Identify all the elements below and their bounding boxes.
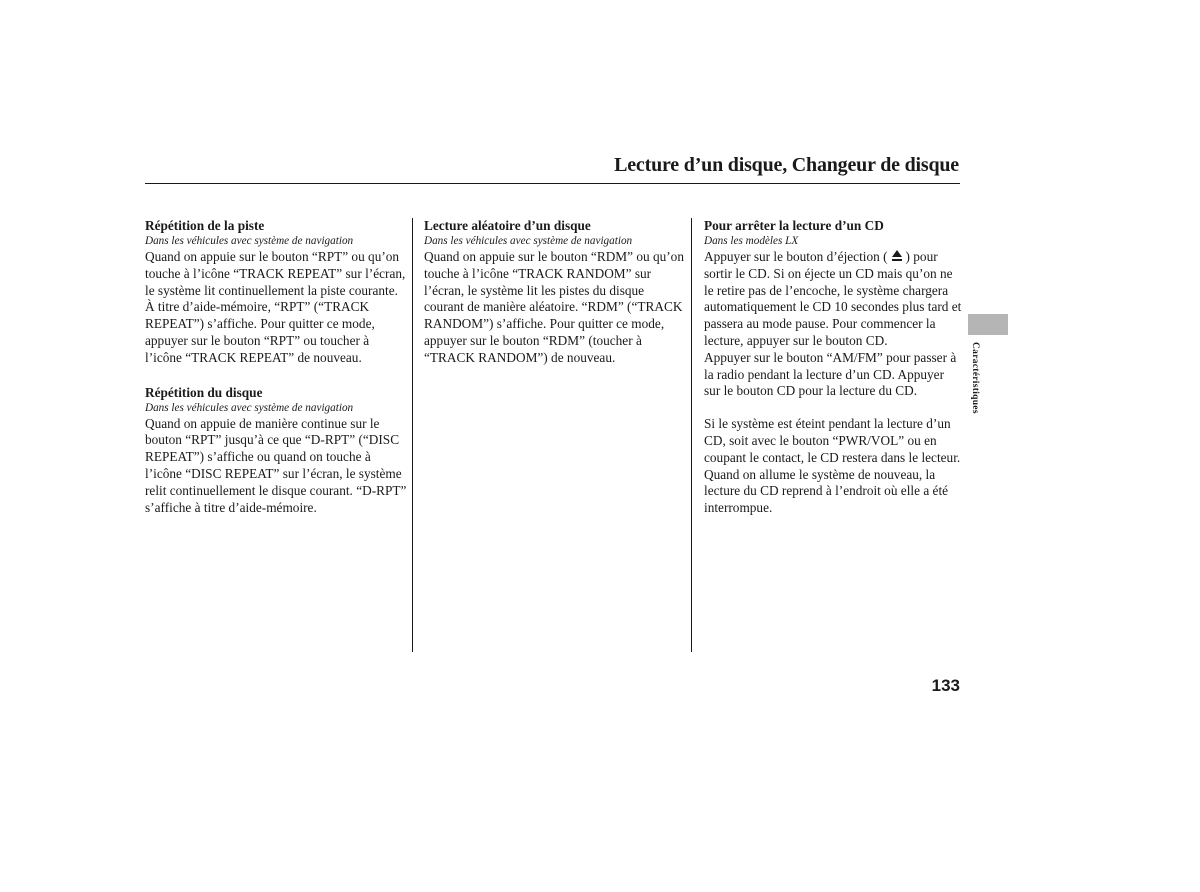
section-body-track-repeat: Quand on appuie sur le bouton “RPT” ou qu’on touche à l’icône “TRACK REPEAT” sur l’écran, le système lit continuellement la piste courante. À titre d’aide-mémoire, “RPT” (“TRACK REPEAT”) s’affiche. Pour quitter ce mode, appuyer sur le bouton “RPT” ou toucher à l’icône “TRACK REPEAT” de nouveau. <box>145 249 406 365</box>
eject-text-after: ) pour sortir le CD. Si on éjecte un CD mais qu’on ne le retire pas de l’encoche, le système chargera automatiquement le CD 10 secondes plus tard et passera au mode pause. Pour commencer la lecture, appuyer sur le bouton CD. <box>704 249 962 348</box>
column-2 <box>424 217 686 367</box>
chapter-label: Caractéristiques <box>970 342 980 414</box>
section-heading-track-repeat: Répétition de la piste <box>145 218 265 233</box>
section-heading-disc-repeat: Répétition du disque <box>145 384 263 400</box>
section-body-stop-cd <box>704 249 962 350</box>
column-3 <box>704 217 962 517</box>
chapter-tab <box>968 314 1008 335</box>
section-subheading-stop-cd: Dans les modèles LX <box>704 235 799 247</box>
section-body-random: Quand on appuie sur le bouton “RDM” ou qu’on touche à l’icône “TRACK RANDOM” sur l’écran, le système lit les pistes du disque courant de manière aléatoire. “RDM” (“TRACK RANDOM”) s’affiche. Pour quitter ce mode, appuyer sur le bouton “RDM” (toucher à “TRACK RANDOM”) de nouveau. <box>424 249 684 365</box>
column-divider-2 <box>691 218 692 652</box>
eject-text-before: Appuyer sur le bouton d’éjection ( <box>704 249 888 264</box>
section-body-power-off: Si le système est éteint pendant la lecture d’un CD, soit avec le bouton “PWR/VOL” ou en coupant le contact, le CD restera dans le lecteur. Quand on allume le système de nouveau, la lecture du CD reprend à l’endroit où elle a été interrompue. <box>704 416 961 516</box>
section-body-disc-repeat: Quand on appuie de manière continue sur le bouton “RPT” jusqu’à ce que “D-RPT” (“DISC REPEAT”) s’affiche ou quand on touche à l’icône “DISC REPEAT” sur l’écran, le système relit continuellement le disque courant. “D-RPT” s’affiche à titre d’aide-mémoire. <box>145 415 407 515</box>
section-subheading-track-repeat: Dans les véhicules avec système de navigation <box>145 235 354 247</box>
section-heading-stop-cd: Pour arrêter la lecture d’un CD <box>704 218 884 233</box>
section-heading-random: Lecture aléatoire d’un disque <box>424 218 591 233</box>
column-1 <box>145 217 407 516</box>
title-rule <box>145 183 960 184</box>
column-divider-1 <box>412 218 413 652</box>
section-subheading-disc-repeat: Dans les véhicules avec système de navigation <box>145 401 354 414</box>
section-subheading-random: Dans les véhicules avec système de navigation <box>424 235 633 247</box>
page-number: 133 <box>931 676 960 695</box>
eject-icon <box>891 250 903 262</box>
page-title: Lecture d’un disque, Changeur de disque <box>614 154 959 176</box>
section-body-am-fm: Appuyer sur le bouton “AM/FM” pour passer à la radio pendant la lecture d’un CD. Appuyer sur le bouton CD pour la lecture du CD. <box>704 349 957 399</box>
